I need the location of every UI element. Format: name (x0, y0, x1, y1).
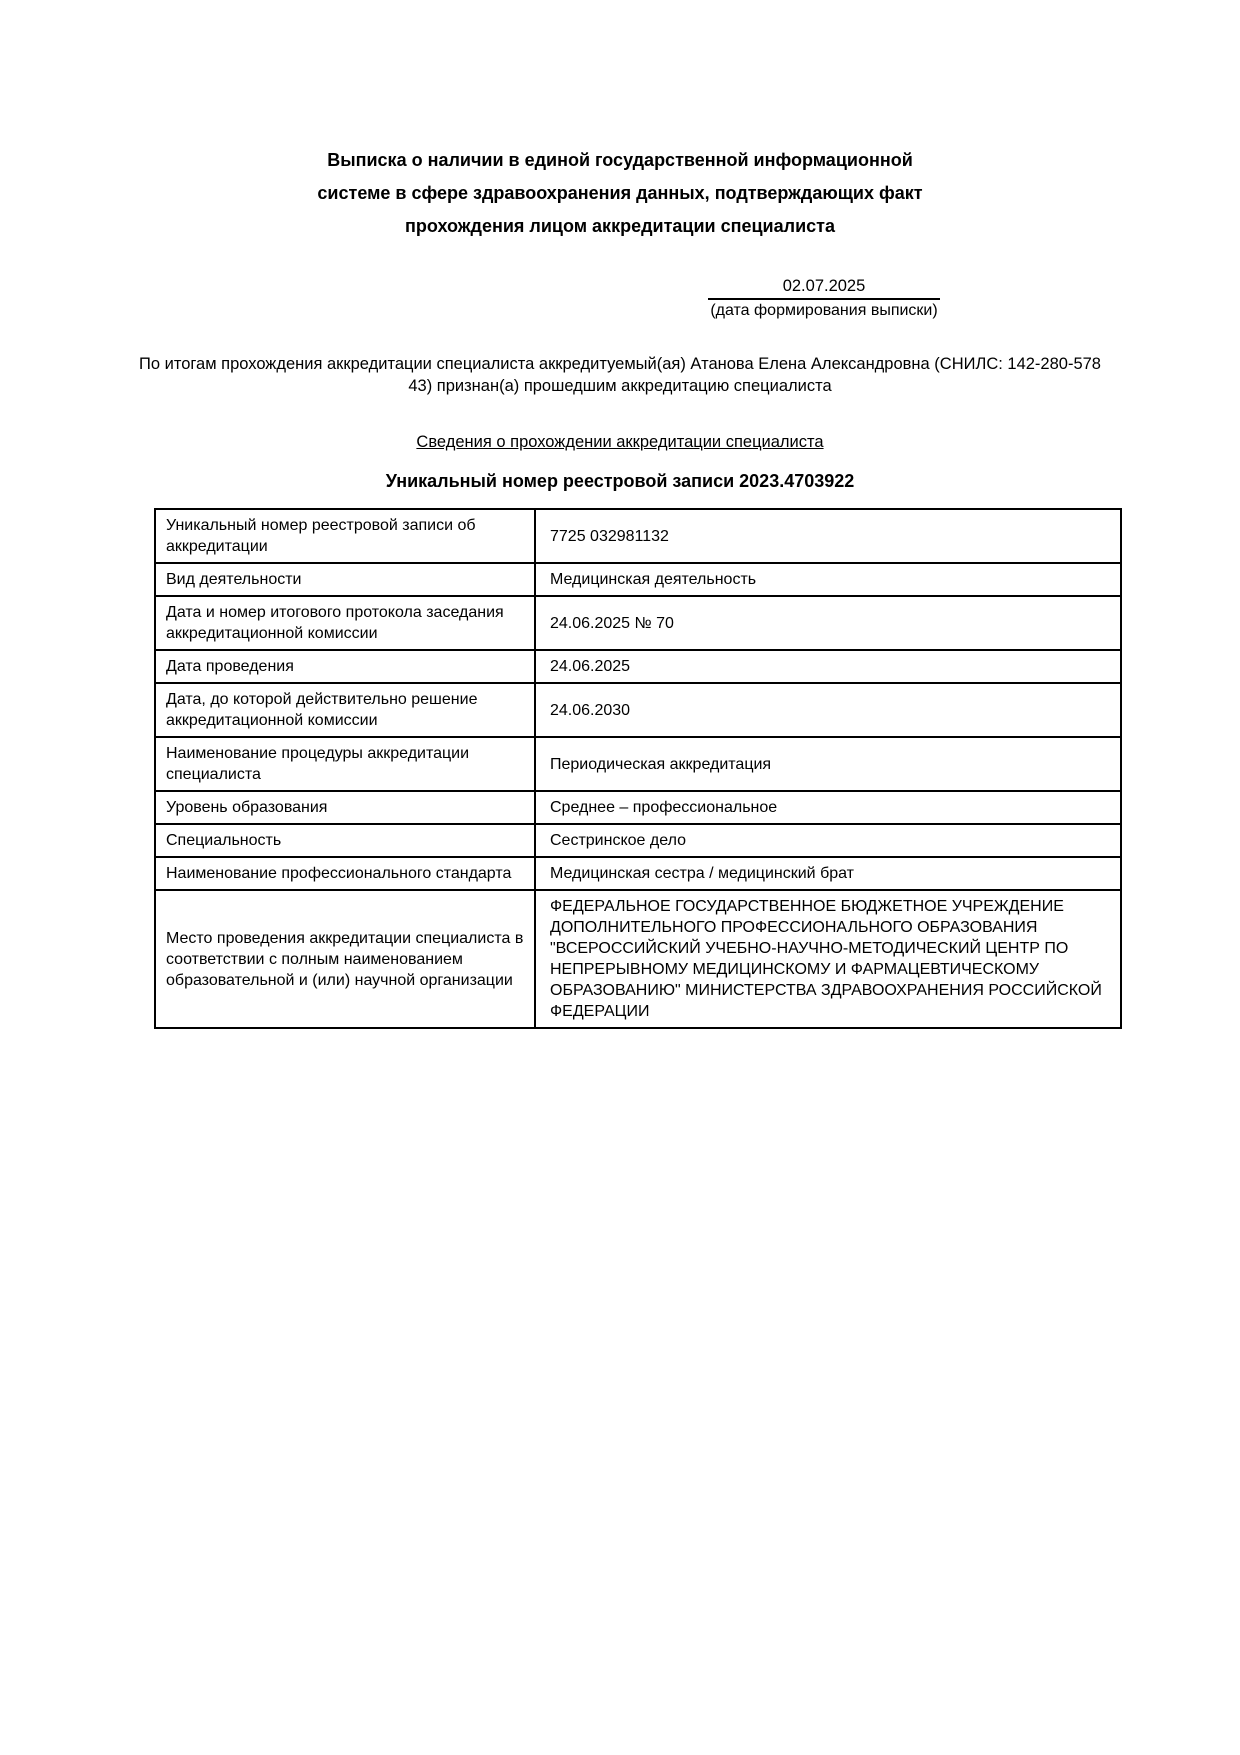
table-row-4 (155, 650, 1121, 683)
table-row-1 (155, 509, 1121, 563)
table-row-7 (155, 791, 1121, 824)
table-row-9 (155, 857, 1121, 890)
document-title-line-3: прохождения лицом аккредитации специалиста (405, 216, 835, 236)
formation-date-value: 02.07.2025 (708, 277, 940, 300)
table-row-value: Сестринское дело (535, 824, 1121, 857)
table-row-2 (155, 563, 1121, 596)
table-row-label: Уникальный номер реестровой записи об аккредитации (155, 509, 535, 563)
table-row-value: Медицинская сестра / медицинский брат (535, 857, 1121, 890)
table-row-value: ФЕДЕРАЛЬНОЕ ГОСУДАРСТВЕННОЕ БЮДЖЕТНОЕ УЧРЕЖДЕНИЕ ДОПОЛНИТЕЛЬНОГО ПРОФЕССИОНАЛЬНОГО ОБРАЗОВАНИЯ "ВСЕРОССИЙСКИЙ УЧЕБНО-НАУЧНО-МЕТОДИЧЕСКИЙ ЦЕНТР ПО НЕПРЕРЫВНОМУ МЕДИЦИНСКОМУ И ФАРМАЦЕВТИЧЕСКОМУ ОБРАЗОВАНИЮ" МИНИСТЕРСТВА ЗДРАВООХРАНЕНИЯ РОССИЙСКОЙ ФЕДЕРАЦИИ (535, 890, 1121, 1028)
table-row-value: 24.06.2025 (535, 650, 1121, 683)
document-title (0, 0, 1240, 243)
table-row-6 (155, 737, 1121, 791)
table-row-label: Дата, до которой действительно решение аккредитационной комиссии (155, 683, 535, 737)
accreditation-table-body (155, 509, 1121, 1028)
registry-number-heading: Уникальный номер реестровой записи 2023.4703922 (385, 471, 855, 491)
table-row-5 (155, 683, 1121, 737)
table-row-label: Наименование процедуры аккредитации специалиста (155, 737, 535, 791)
intro-line-2: 43) признан(а) прошедшим аккредитацию специалиста (408, 377, 832, 395)
intro-paragraph (0, 353, 1240, 397)
table-row-value: Медицинская деятельность (535, 563, 1121, 596)
formation-date-caption: (дата формирования выписки) (710, 302, 938, 319)
table-row-label: Уровень образования (155, 791, 535, 824)
table-row-label: Место проведения аккредитации специалиста в соответствии с полным наименованием образовательной и (или) научной организации (155, 890, 535, 1028)
accreditation-details-table (154, 508, 1122, 1029)
formation-date-block (708, 277, 940, 321)
table-row-value: Периодическая аккредитация (535, 737, 1121, 791)
table-row-10 (155, 890, 1121, 1028)
table-row-label: Специальность (155, 824, 535, 857)
table-row-label: Дата и номер итогового протокола заседания аккредитационной комиссии (155, 596, 535, 650)
document-title-line-2: системе в сфере здравоохранения данных, подтверждающих факт (317, 183, 923, 203)
table-row-value: 24.06.2025 № 70 (535, 596, 1121, 650)
table-row-value: 24.06.2030 (535, 683, 1121, 737)
table-row-label: Вид деятельности (155, 563, 535, 596)
section-heading: Сведения о прохождении аккредитации специалиста (416, 433, 824, 451)
table-row-value: 7725 032981132 (535, 509, 1121, 563)
table-row-label: Дата проведения (155, 650, 535, 683)
table-row-value: Среднее – профессиональное (535, 791, 1121, 824)
intro-line-1: По итогам прохождения аккредитации специалиста аккредитуемый(ая) Атанова Елена Александровна (СНИЛС: 142-280-578 (139, 355, 1101, 373)
table-row-3 (155, 596, 1121, 650)
document-title-line-1: Выписка о наличии в единой государственной информационной (327, 150, 913, 170)
table-row-8 (155, 824, 1121, 857)
table-row-label: Наименование профессионального стандарта (155, 857, 535, 890)
